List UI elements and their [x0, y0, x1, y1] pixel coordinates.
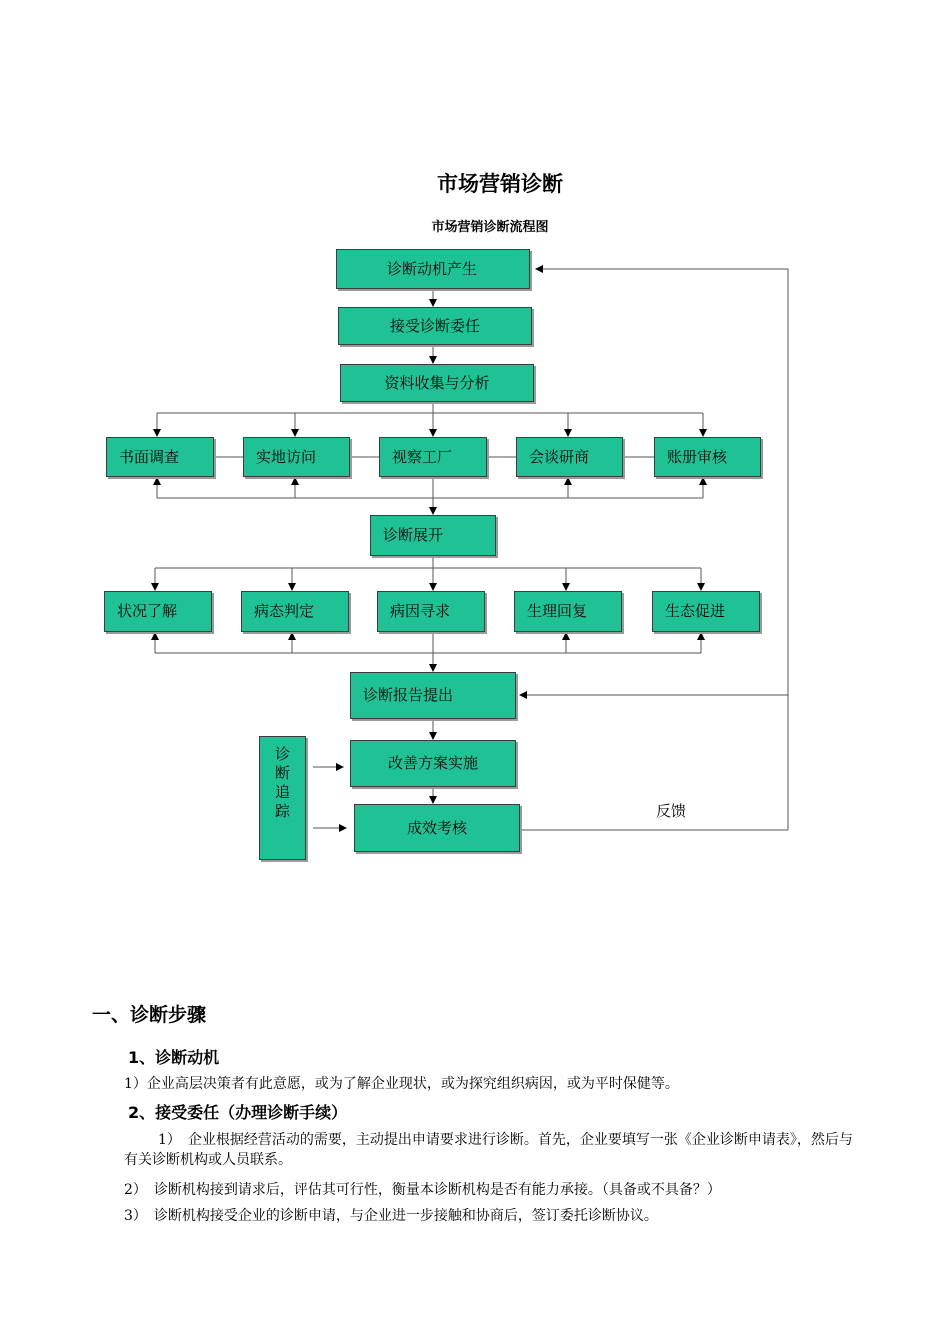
feedback-label: 反馈	[656, 802, 687, 820]
subsection-commission: 2、接受委任（办理诊断手续）	[128, 1103, 348, 1122]
analysis-cause: 病因寻求	[377, 591, 485, 632]
method-account-audit: 账册审核	[654, 437, 761, 477]
step-report: 诊断报告提出	[350, 672, 516, 719]
analysis-situation: 状况了解	[104, 591, 212, 632]
method-written-survey: 书面调查	[106, 437, 214, 477]
method-factory-inspection: 视察工厂	[379, 437, 487, 477]
step-accept-commission: 接受诊断委任	[338, 307, 532, 345]
commission-text-3: 3） 诊断机构接受企业的诊断申请，与企业进一步接触和协商后，签订委托诊断协议。	[124, 1208, 658, 1224]
method-field-visit: 实地访问	[243, 437, 350, 477]
analysis-promotion: 生态促进	[652, 591, 760, 632]
flowchart-title: 市场营销诊断流程图	[431, 220, 549, 235]
page-title: 市场营销诊断	[437, 172, 563, 196]
step-diagnosis-motive: 诊断动机产生	[336, 249, 530, 289]
analysis-recovery: 生理回复	[514, 591, 622, 632]
step-evaluation: 成效考核	[354, 804, 520, 852]
step-implementation: 改善方案实施	[350, 740, 516, 787]
section-heading: 一、诊断步骤	[92, 1004, 207, 1026]
subsection-motive: 1、诊断动机	[128, 1048, 220, 1067]
commission-text-1: 1） 企业根据经营活动的需要，主动提出申请要求进行诊断。首先，企业要填写一张《企业诊断申请表》，然后与有关诊断机构或人员联系。	[124, 1132, 853, 1168]
commission-text-2: 2） 诊断机构接到请求后，评估其可行性，衡量本诊断机构是否有能力承接。（具备或不具备？）	[124, 1182, 721, 1198]
analysis-pathology: 病态判定	[241, 591, 349, 632]
step-data-collection: 资料收集与分析	[340, 364, 534, 402]
motive-text: 1）企业高层决策者有此意愿，或为了解企业现状，或为探究组织病因，或为平时保健等。	[124, 1076, 679, 1092]
diagnosis-tracking-box: 诊 断 追 踪	[259, 736, 306, 860]
step-diagnosis-start: 诊断展开	[370, 515, 496, 556]
method-meeting-discussion: 会谈研商	[516, 437, 623, 477]
